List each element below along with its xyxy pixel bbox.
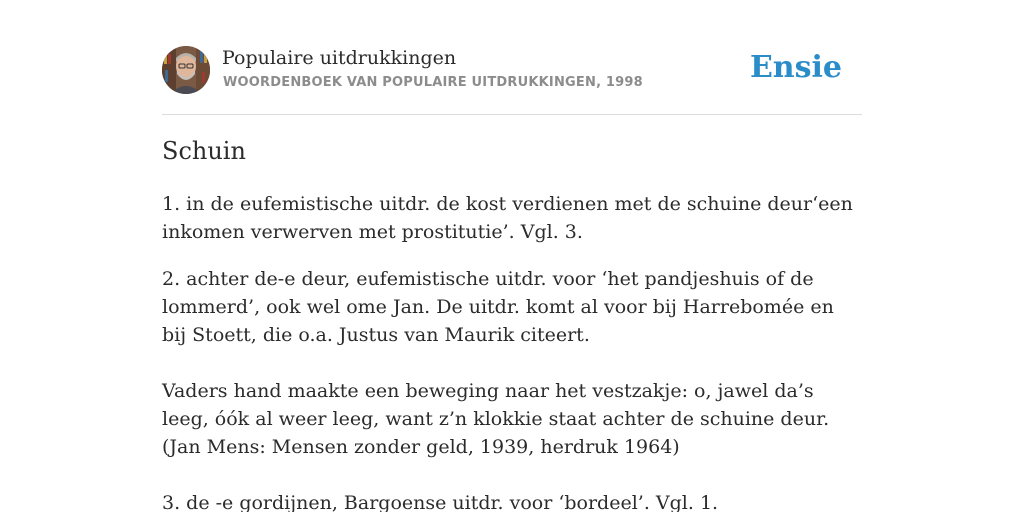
avatar-image: [162, 46, 210, 94]
ensie-logo[interactable]: Ensie: [749, 50, 842, 85]
citation-paragraph: Vaders hand maakte een beweging naar het vestzakje: o, jawel da’s leeg, óók al weer leeg, want z’n klokkie staat achter de schuine deur. (Jan Mens: Mensen zonder geld, 1939, herdruk 1964): [162, 380, 830, 458]
entry-header: [162, 46, 862, 115]
source-title[interactable]: WOORDENBOEK VAN POPULAIRE UITDRUKKINGEN, 1998: [223, 75, 643, 90]
definition-paragraph-1: 1. in de eufemistische uitdr. de kost verdienen met de schuine deur‘een inkomen verwerven met prostitutie’. Vgl. 3.: [162, 193, 853, 243]
definition-paragraph-3: 3. de -e gordijnen, Bargoense uitdr. voor ‘bordeel’. Vgl. 1.: [162, 492, 719, 512]
author-avatar[interactable]: [162, 46, 210, 94]
entry-content: [162, 190, 862, 512]
definition-paragraph-2: 2. achter de-e deur, eufemistische uitdr. voor ‘het pandjeshuis of de lommerd’, ook wel ome Jan. De uitdr. komt al voor bij Harrebomée en bij Stoett, die o.a. Justus van Maurik citeert.: [162, 268, 834, 346]
author-name[interactable]: Populaire uitdrukkingen: [222, 47, 457, 69]
entry-title: Schuin: [162, 137, 246, 165]
